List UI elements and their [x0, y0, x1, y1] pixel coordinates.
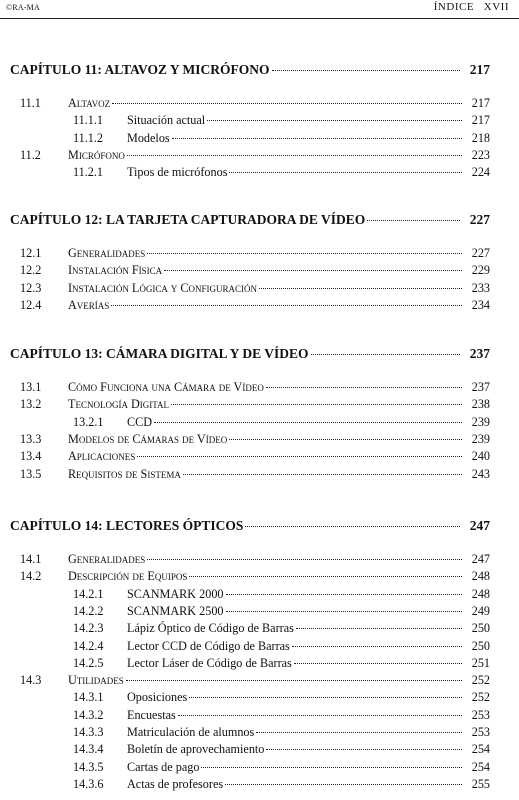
entry-title: Instalación Física: [68, 263, 163, 278]
entry-title: Cómo Funciona una Cámara de Vídeo: [68, 380, 264, 394]
entry-number: 14.2: [20, 569, 42, 584]
chapter-title: CAPÍTULO 14: LECTORES ÓPTICOS: [10, 518, 244, 533]
entry-page-number: 229: [471, 263, 490, 278]
section-entry: [20, 380, 490, 395]
section-entry: [20, 298, 490, 313]
section-entry: [20, 552, 490, 567]
entry-page-number: 240: [471, 449, 490, 464]
dot-leader: [171, 404, 462, 405]
dot-leader: [164, 270, 462, 271]
entry-page-number: 255: [471, 776, 490, 791]
subsection-entry: [73, 165, 490, 180]
chapter-page-number: 237: [469, 346, 490, 361]
entry-page-number: 250: [471, 638, 490, 653]
subsection-entry: [73, 113, 490, 128]
entry-page-number: 250: [471, 621, 490, 636]
entry-title: Encuestas: [127, 707, 176, 722]
subsection-entry: [73, 639, 490, 654]
section-entry: [20, 246, 490, 261]
dot-leader: [292, 646, 462, 647]
section-entry: [20, 673, 490, 688]
entry-number: 11.1.1: [73, 113, 104, 128]
dot-leader: [111, 305, 462, 306]
entry-title: Actas de profesores: [127, 776, 224, 791]
entry-page-number: 252: [471, 673, 490, 688]
entry-page-number: 238: [471, 397, 490, 412]
entry-page-number: 248: [471, 586, 490, 601]
entry-number: 11.2: [20, 147, 41, 162]
dot-leader: [245, 526, 460, 527]
dot-leader: [225, 784, 462, 785]
chapter-title: CAPÍTULO 12: LA TARJETA CAPTURADORA DE VÍDEO: [10, 212, 366, 227]
dot-leader: [226, 594, 462, 595]
entry-title: SCANMARK 2500: [127, 603, 224, 618]
section-entry: [20, 449, 490, 464]
subsection-entry: [73, 415, 490, 430]
entry-title: Generalidades: [68, 552, 146, 566]
dot-leader: [183, 474, 462, 475]
entry-title: Descripción de Equipos: [68, 569, 188, 584]
entry-number: 11.2.1: [73, 165, 104, 180]
entry-number: 14.2.4: [73, 638, 104, 653]
entry-title: Altavoz: [68, 96, 111, 110]
dot-leader: [172, 138, 462, 139]
chapter-title: CAPÍTULO 11: ALTAVOZ Y MICRÓFONO: [10, 62, 270, 77]
dot-leader: [147, 253, 462, 254]
entry-title: Lector CCD de Código de Barras: [127, 638, 290, 653]
entry-number: 12.1: [20, 246, 42, 260]
chapter-page-number: 217: [469, 62, 490, 77]
entry-number: 14.2.5: [73, 655, 104, 670]
entry-title: Lápiz Óptico de Código de Barras: [127, 621, 294, 636]
subsection-entry: [73, 656, 490, 671]
entry-page-number: 248: [471, 569, 490, 584]
dot-leader: [147, 559, 462, 560]
entry-title: Aplicaciones: [68, 449, 136, 464]
entry-number: 14.3: [20, 673, 42, 688]
chapter-heading: [10, 212, 490, 228]
entry-page-number: 239: [471, 414, 490, 429]
chapter-heading: [10, 346, 490, 362]
entry-number: 14.2.1: [73, 586, 104, 601]
section-entry: [20, 467, 490, 482]
entry-page-number: 239: [471, 431, 490, 446]
entry-number: 14.3.1: [73, 690, 104, 705]
entry-number: 14.2.2: [73, 603, 104, 618]
section-entry: [20, 397, 490, 412]
entry-number: 14.3.2: [73, 707, 104, 722]
entry-page-number: 254: [471, 759, 490, 774]
entry-number: 12.2: [20, 263, 42, 278]
entry-page-number: 223: [471, 147, 490, 162]
entry-page-number: 234: [471, 297, 490, 312]
entry-title: Micrófono: [68, 147, 125, 162]
entry-title: Tecnología Digital: [68, 397, 170, 412]
entry-page-number: 218: [471, 130, 490, 145]
subsection-entry: [73, 760, 490, 775]
entry-title: Cartas de pago: [127, 759, 200, 774]
dot-leader: [294, 663, 462, 664]
section-entry: [20, 96, 490, 111]
entry-title: Modelos: [127, 130, 170, 145]
entry-number: 12.4: [20, 297, 42, 312]
dot-leader: [127, 155, 462, 156]
entry-number: 13.2.1: [73, 414, 104, 429]
entry-title: Tipos de micrófonos: [127, 165, 228, 180]
entry-number: 13.1: [20, 380, 42, 394]
entry-number: 14.3.5: [73, 759, 104, 774]
entry-title: Averías: [68, 297, 110, 312]
entry-page-number: 237: [471, 380, 490, 394]
chapter-heading: [10, 62, 490, 78]
entry-page-number: 253: [471, 725, 490, 739]
section-entry: [20, 281, 490, 296]
chapter-page-number: 227: [469, 212, 490, 227]
dot-leader: [296, 628, 462, 629]
subsection-entry: [73, 131, 490, 146]
dot-leader: [367, 220, 460, 221]
entry-number: 14.1: [20, 552, 42, 566]
dot-leader: [266, 387, 462, 388]
section-entry: [20, 432, 490, 447]
entry-title: Utilidades: [68, 673, 124, 688]
dot-leader: [229, 439, 462, 440]
entry-title: SCANMARK 2000: [127, 586, 224, 601]
entry-page-number: 217: [471, 113, 490, 128]
section-entry: [20, 569, 490, 584]
dot-leader: [126, 680, 462, 681]
entry-title: Matriculación de alumnos: [127, 725, 255, 739]
dot-leader: [112, 103, 462, 104]
section-entry: [20, 148, 490, 163]
dot-leader: [256, 732, 462, 733]
subsection-entry: [73, 708, 490, 723]
subsection-entry: [73, 604, 490, 619]
subsection-entry: [73, 587, 490, 602]
subsection-entry: [73, 777, 490, 792]
section-entry: [20, 263, 490, 278]
entry-number: 14.2.3: [73, 621, 104, 636]
entry-page-number: 254: [471, 742, 490, 757]
entry-number: 13.5: [20, 466, 42, 481]
entry-number: 13.4: [20, 449, 42, 464]
entry-number: 14.3.6: [73, 776, 104, 791]
entry-number: 14.3.3: [73, 725, 104, 739]
dot-leader: [189, 697, 462, 698]
chapter-title: CAPÍTULO 13: CÁMARA DIGITAL Y DE VÍDEO: [10, 346, 309, 361]
entry-title: CCD: [127, 414, 153, 429]
entry-page-number: 233: [471, 280, 490, 295]
dot-leader: [229, 172, 462, 173]
subsection-entry: [73, 742, 490, 757]
entry-number: 13.3: [20, 431, 42, 446]
entry-page-number: 227: [471, 246, 490, 260]
entry-page-number: 253: [471, 707, 490, 722]
publisher-mark: ©RA-MA: [6, 3, 40, 12]
entry-page-number: 217: [471, 96, 490, 110]
dot-leader: [259, 288, 462, 289]
dot-leader: [178, 715, 462, 716]
entry-page-number: 252: [471, 690, 490, 705]
entry-page-number: 243: [471, 466, 490, 481]
entry-title: Boletín de aprovechamiento: [127, 742, 265, 757]
running-head-title: ÍNDICE XVII: [433, 1, 509, 13]
dot-leader: [226, 611, 462, 612]
dot-leader: [154, 422, 462, 423]
subsection-entry: [73, 621, 490, 636]
entry-title: Instalación Lógica y Configuración: [68, 280, 258, 295]
entry-page-number: 249: [471, 603, 490, 618]
entry-page-number: 247: [471, 552, 490, 566]
subsection-entry: [73, 725, 490, 740]
entry-number: 11.1: [20, 96, 41, 110]
entry-number: 12.3: [20, 280, 42, 295]
dot-leader: [207, 120, 462, 121]
dot-leader: [201, 767, 462, 768]
entry-page-number: 251: [471, 655, 490, 670]
entry-number: 11.1.2: [73, 130, 104, 145]
dot-leader: [137, 456, 462, 457]
dot-leader: [189, 576, 462, 577]
chapter-page-number: 247: [469, 518, 490, 533]
entry-number: 14.3.4: [73, 742, 104, 757]
subsection-entry: [73, 690, 490, 705]
entry-title: Situación actual: [127, 113, 206, 128]
entry-title: Generalidades: [68, 246, 146, 260]
dot-leader: [311, 354, 460, 355]
chapter-heading: [10, 518, 490, 534]
entry-title: Requisitos de Sistema: [68, 466, 181, 481]
entry-title: Lector Láser de Código de Barras: [127, 655, 292, 670]
entry-page-number: 224: [471, 165, 490, 180]
entry-title: Modelos de Cámaras de Vídeo: [68, 431, 228, 446]
dot-leader: [266, 749, 462, 750]
dot-leader: [272, 70, 460, 71]
entry-title: Oposiciones: [127, 690, 188, 705]
entry-number: 13.2: [20, 397, 42, 412]
